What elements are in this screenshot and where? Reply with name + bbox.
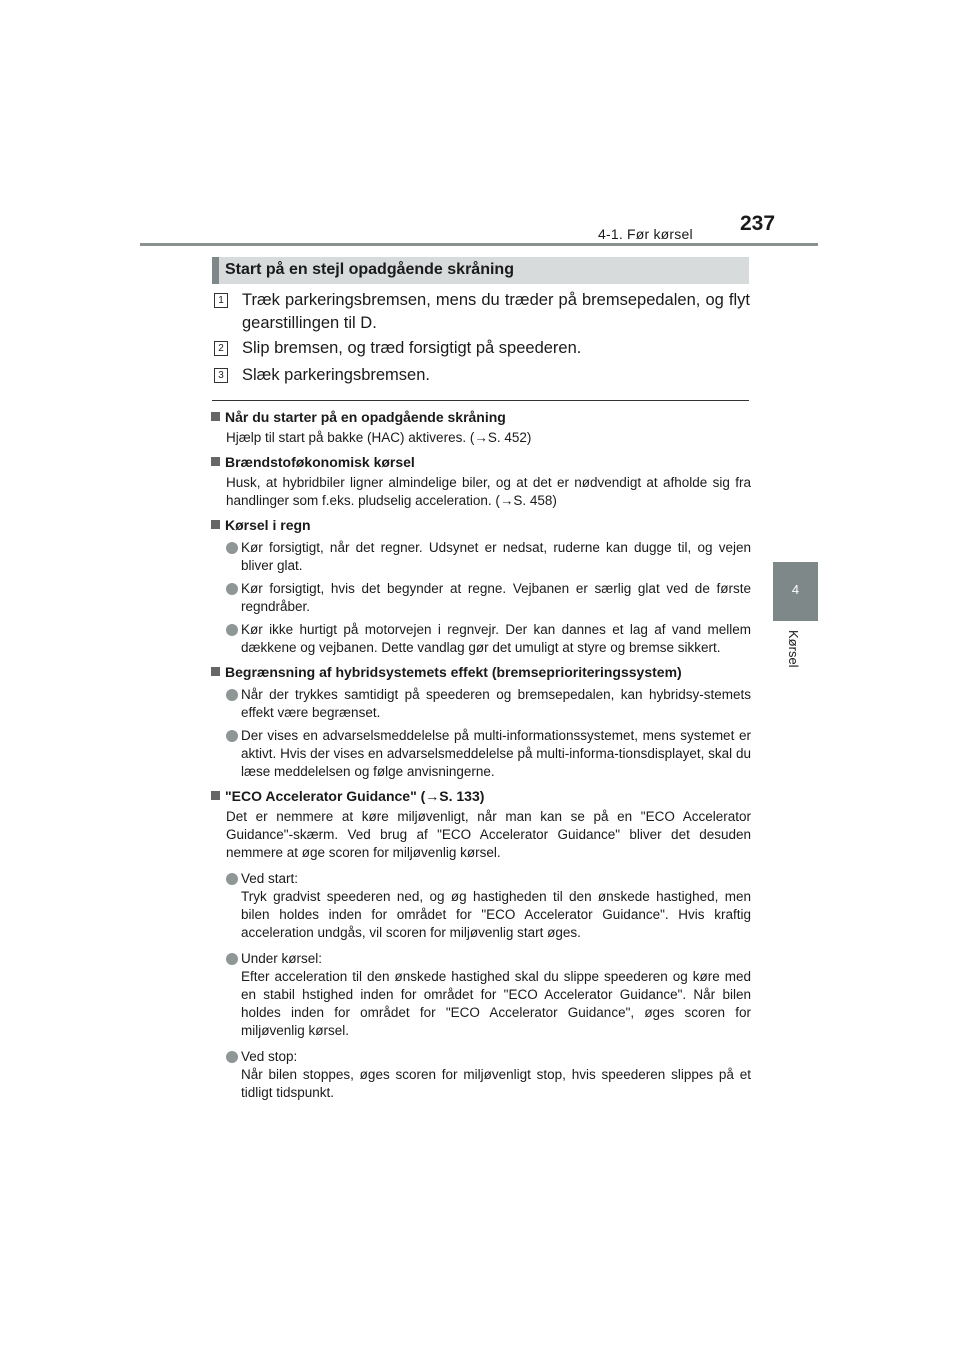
chapter-tab	[773, 562, 818, 621]
step-text: Træk parkeringsbremsen, mens du træder på bremsepedalen, og flyt gearstillingen til D.	[242, 291, 750, 332]
list-item	[226, 686, 751, 722]
list-item-title: Under kørsel:	[241, 951, 323, 966]
list-item-text: Når der trykkes samtidigt på speederen og bremsepedalen, kan hybridsy-stemets effekt være begrænset.	[241, 687, 751, 720]
note-heading-text: Når du starter på en opadgående skråning	[225, 409, 506, 425]
list-item	[226, 950, 751, 1040]
step-number-box: 3	[214, 368, 228, 383]
section-title-bar	[212, 257, 749, 284]
step-text: Slæk parkeringsbremsen.	[242, 366, 430, 384]
section-title: Start på en stejl opadgående skråning	[225, 261, 514, 278]
list-item-text: Der vises en advarselsmeddelelse på multi-informationssystemet, mens systemet er aktivt. Hvis der vises en advarselsmeddelelse på multi-informa-tionsdisplayet, skal du læse meddelelsen og følge anvisningerne.	[241, 728, 751, 779]
square-bullet-icon	[211, 667, 220, 676]
section-divider	[212, 400, 749, 401]
note-text-hac: Hjælp til start på bakke (HAC) aktiveres. (→S. 452)	[226, 430, 532, 445]
note-text-eco-guidance: Det er nemmere at køre miljøvenligt, når man kan se på en "ECO Accelerator Guidance"-skærm. Ved brug af "ECO Accelerator Guidance" bliver det desuden nemmere at øge scoren for miljøvenlig kørsel.	[226, 809, 751, 860]
note-heading-text: Brændstoføkonomisk kørsel	[225, 454, 415, 470]
list-item-text: Når bilen stoppes, øges scoren for miljøvenligt stop, hvis speederen slippes på et tidligt tidspunkt.	[241, 1067, 751, 1100]
circle-bullet-icon	[226, 1051, 238, 1063]
chapter-tab-label: Kørsel	[786, 630, 801, 668]
circle-bullet-icon	[226, 873, 238, 885]
list-item-text: Kør forsigtigt, hvis det begynder at regne. Vejbanen er særlig glat ved de første regndråber.	[241, 581, 751, 614]
square-bullet-icon	[211, 457, 220, 466]
note-heading-text: "ECO Accelerator Guidance" (→S. 133)	[225, 788, 485, 804]
list-item-text: Kør forsigtigt, når det regner. Udsynet er nedsat, ruderne kan dugge til, og vejen bliver glat.	[241, 540, 751, 573]
section-title-accent	[212, 257, 219, 284]
note-heading-eco-driving	[211, 453, 751, 471]
list-item-title: Ved start:	[241, 871, 299, 886]
notes-content	[211, 408, 751, 1102]
list-item	[226, 580, 751, 616]
note-heading-rain	[211, 516, 751, 534]
step-text: Slip bremsen, og træd forsigtigt på speederen.	[242, 339, 582, 357]
list-item	[226, 539, 751, 575]
note-heading-text: Kørsel i regn	[225, 517, 311, 533]
circle-bullet-icon	[226, 953, 238, 965]
note-heading-text: Begrænsning af hybridsystemets effekt (bremseprioriteringssystem)	[225, 664, 682, 680]
list-item	[226, 1048, 751, 1102]
note-heading-hac	[211, 408, 751, 426]
list-item	[226, 870, 751, 942]
note-heading-brake-override	[211, 663, 751, 681]
step-number-box: 2	[214, 341, 228, 356]
page-number: 237	[740, 212, 776, 235]
square-bullet-icon	[211, 520, 220, 529]
header-rule	[140, 243, 818, 246]
step-2	[214, 337, 750, 360]
circle-bullet-icon	[226, 689, 238, 701]
list-item-text: Kør ikke hurtigt på motorvejen i regnvejr. Der kan dannes et lag af vand mellem dækkene og vejbanen. Dette vandlag gør det umuligt at styre og bremse sikkert.	[241, 622, 751, 655]
step-3	[214, 364, 750, 387]
list-item	[226, 727, 751, 781]
square-bullet-icon	[211, 412, 220, 421]
list-item-text: Efter acceleration til den ønskede hastighed skal du slippe speederen og køre med en stabil hstighed inden for området for "ECO Accelerator Guidance". Når bilen holdes inden for området for "ECO Accelerator Guidance", øges scoren for miljøvenlig kørsel.	[241, 969, 751, 1038]
step-1	[214, 289, 750, 335]
list-item	[226, 621, 751, 657]
note-heading-eco-guidance	[211, 787, 751, 805]
circle-bullet-icon	[226, 624, 238, 636]
note-text-eco-driving: Husk, at hybridbiler ligner almindelige biler, og at det er nødvendigt at afholde sig fra handlinger som f.eks. pludselig acceleration. (→S. 458)	[226, 475, 751, 508]
circle-bullet-icon	[226, 583, 238, 595]
header-section-title: 4-1. Før kørsel	[598, 226, 693, 242]
circle-bullet-icon	[226, 730, 238, 742]
list-item-text: Tryk gradvist speederen ned, og øg hastigheden til den ønskede hastighed, men bilen holdes inden for området for "ECO Accelerator Guidance". Hvis kraftig acceleration undgås, vil scoren for miljøvenlig start øges.	[241, 889, 751, 940]
square-bullet-icon	[211, 791, 220, 800]
circle-bullet-icon	[226, 542, 238, 554]
list-item-title: Ved stop:	[241, 1049, 298, 1064]
chapter-tab-number: 4	[791, 582, 800, 597]
step-number-box: 1	[214, 293, 228, 308]
